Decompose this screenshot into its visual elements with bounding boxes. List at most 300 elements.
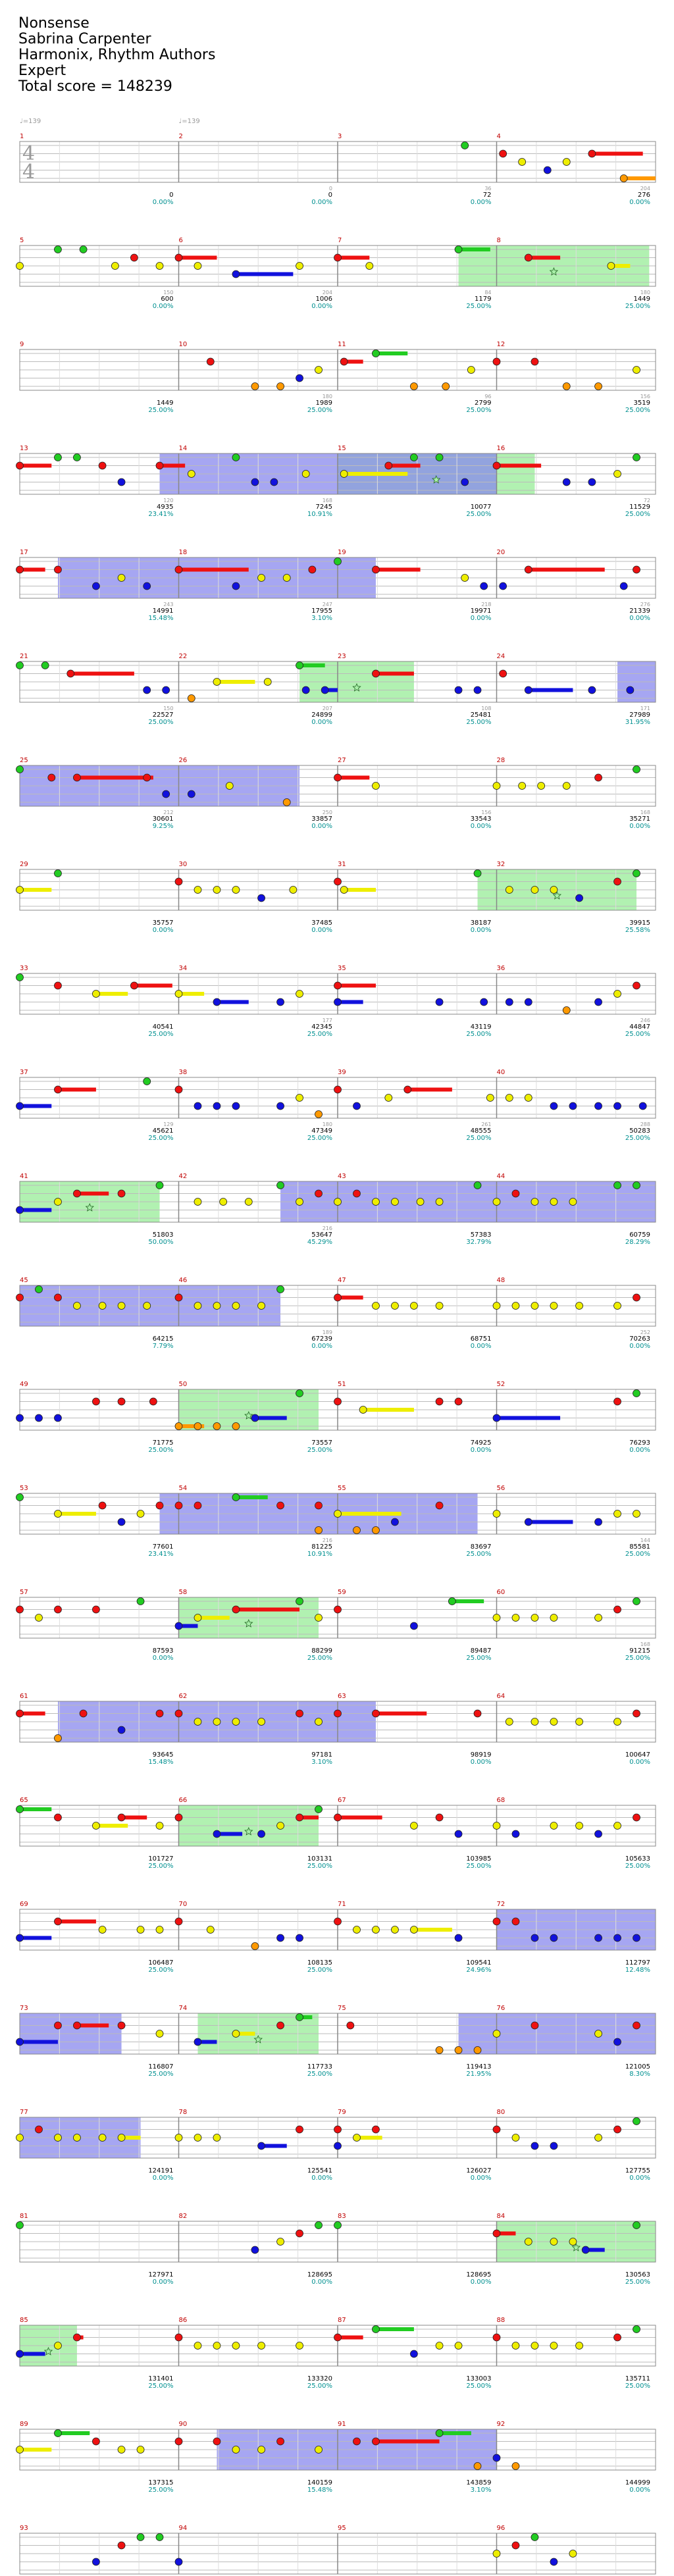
- yellow-note: [194, 263, 201, 270]
- red-note: [334, 1606, 342, 1613]
- yellow-note: [175, 991, 182, 998]
- yellow-note: [550, 2342, 557, 2350]
- bar-number: 59: [338, 1589, 346, 1596]
- bar-number: 49: [20, 1381, 28, 1388]
- beat-count: 180: [322, 1121, 332, 1127]
- blue-note: [480, 998, 488, 1006]
- blue-note: [92, 582, 99, 590]
- blue-note: [16, 1414, 24, 1422]
- bar-number: 43: [338, 1173, 346, 1180]
- red-note: [80, 1710, 87, 1717]
- yellow-note: [633, 367, 640, 374]
- yellow-note: [493, 1198, 500, 1206]
- green-note: [633, 2326, 640, 2333]
- bar-percent: 25.00%: [307, 2071, 332, 2078]
- beat-count: 250: [322, 810, 332, 815]
- red-note: [175, 1814, 182, 1821]
- bar-number: 50: [178, 1381, 188, 1388]
- orange-note: [563, 1007, 570, 1014]
- chart-row: [16, 2317, 656, 2390]
- tempo-mark: ♩=139: [20, 118, 41, 125]
- beat-count: 156: [481, 810, 492, 815]
- blue-note: [16, 1102, 24, 1110]
- blue-note: [576, 894, 583, 902]
- charter-name: Harmonix, Rhythm Authors: [18, 47, 216, 63]
- red-note: [334, 2126, 342, 2133]
- bar-number: 10: [178, 341, 188, 348]
- bar-score: 7245: [315, 503, 332, 511]
- red-note: [315, 1502, 323, 1509]
- yellow-note: [54, 2134, 61, 2142]
- bar-score: 4935: [157, 503, 174, 511]
- blue-note: [163, 686, 170, 694]
- blue-note: [588, 478, 596, 486]
- bar-score: 33857: [311, 815, 332, 823]
- yellow-note: [213, 1302, 220, 1310]
- bar-score: 89487: [470, 1647, 492, 1655]
- bar-percent: 15.48%: [148, 615, 174, 622]
- yellow-note: [372, 1198, 379, 1206]
- bar-percent: 25.00%: [625, 1031, 650, 1038]
- blue-note: [614, 1934, 621, 1942]
- bar-percent: 10.91%: [307, 511, 332, 518]
- red-note: [73, 2334, 80, 2341]
- green-note: [296, 1598, 303, 1605]
- beat-count: 168: [640, 1641, 650, 1647]
- bar-percent: 25.00%: [148, 719, 174, 726]
- green-note: [16, 1806, 24, 1813]
- bar-score: 88299: [311, 1647, 332, 1655]
- bar-score: 103131: [307, 1855, 332, 1863]
- bar-percent: 25.00%: [307, 1031, 332, 1038]
- bar-number: 85: [20, 2317, 28, 2324]
- bar-number: 34: [178, 965, 188, 972]
- chart-row: [16, 965, 656, 1038]
- bar-score: 22527: [152, 711, 174, 719]
- bar-score: 127755: [625, 2167, 650, 2175]
- bar-percent: 25.00%: [466, 1863, 492, 1870]
- orange-note: [442, 383, 450, 390]
- blue-note: [620, 582, 627, 590]
- bar-number: 18: [178, 549, 188, 556]
- red-note: [118, 1398, 125, 1405]
- bar-score: 77601: [152, 1543, 174, 1551]
- orange-note: [54, 1735, 61, 1742]
- bar-percent: 25.00%: [148, 407, 174, 414]
- bar-number: 63: [338, 1693, 346, 1700]
- red-note: [175, 254, 182, 261]
- beat-count: 144: [640, 1537, 650, 1543]
- red-note: [633, 566, 640, 573]
- yellow-note: [506, 1095, 513, 1102]
- bar-score: 40541: [152, 1023, 174, 1031]
- yellow-note: [506, 1718, 513, 1726]
- bar-percent: 25.00%: [466, 1655, 492, 1662]
- yellow-note: [334, 1198, 342, 1206]
- beat-count: 72: [643, 498, 650, 503]
- yellow-note: [137, 1510, 144, 1518]
- bar-number: 69: [20, 1901, 28, 1908]
- bar-percent: 25.00%: [625, 1135, 650, 1142]
- bar-percent: 0.00%: [629, 1447, 650, 1454]
- bar-percent: 25.58%: [625, 927, 650, 934]
- yellow-note: [576, 2342, 583, 2350]
- yellow-note: [232, 1718, 240, 1726]
- yellow-note: [296, 2342, 303, 2350]
- yellow-note: [258, 575, 265, 582]
- yellow-note: [213, 2134, 220, 2142]
- bar-percent: 45.29%: [307, 1239, 332, 1246]
- red-note: [296, 2126, 303, 2133]
- bar-percent: 0.00%: [470, 1759, 492, 1766]
- bar-percent: 0.00%: [629, 2175, 650, 2182]
- bar-percent: 0.00%: [311, 2279, 332, 2286]
- bar-score: 50283: [629, 1127, 650, 1135]
- bar-percent: 0.00%: [470, 823, 492, 830]
- red-note: [207, 358, 214, 365]
- bar-percent: 25.00%: [466, 1135, 492, 1142]
- bar-number: 72: [496, 1901, 506, 1908]
- orange-note: [315, 1527, 323, 1534]
- red-note: [595, 774, 602, 781]
- blue-note: [455, 1830, 462, 1838]
- yellow-note: [366, 263, 373, 270]
- bar-number: 37: [20, 1069, 28, 1076]
- chart-row: [16, 445, 656, 518]
- blue-note: [455, 1934, 462, 1942]
- green-note: [143, 1078, 151, 1085]
- yellow-note: [436, 1198, 443, 1206]
- bar-percent: 25.00%: [625, 303, 650, 310]
- beat-count: 189: [322, 1329, 332, 1335]
- blue-note: [595, 998, 602, 1006]
- bar-number: 4: [496, 133, 501, 140]
- red-note: [54, 982, 61, 989]
- bar-number: 67: [338, 1797, 346, 1804]
- yellow-note: [194, 1198, 201, 1206]
- red-note: [309, 566, 316, 573]
- red-note: [531, 358, 538, 365]
- red-note: [334, 1918, 342, 1925]
- bar-number: 78: [178, 2109, 188, 2116]
- blue-note: [595, 1518, 602, 1526]
- bar-number: 25: [20, 757, 28, 764]
- red-note: [525, 254, 532, 261]
- bar-score: 76293: [629, 1439, 650, 1447]
- yellow-note: [550, 1302, 557, 1310]
- blue-note: [296, 374, 303, 382]
- bar-score: 600: [161, 296, 174, 303]
- bar-number: 75: [338, 2005, 346, 2012]
- red-note: [588, 150, 596, 157]
- bar-percent: 25.00%: [148, 1967, 174, 1974]
- bar-percent: 0.00%: [470, 1447, 492, 1454]
- chart-header: [18, 15, 215, 95]
- bar-percent: 0.00%: [311, 199, 332, 206]
- blue-note: [143, 582, 151, 590]
- yellow-note: [194, 1302, 201, 1310]
- orange-note: [620, 175, 627, 182]
- blue-note: [455, 686, 462, 694]
- green-note: [156, 2534, 163, 2541]
- bar-score: 35757: [152, 919, 174, 927]
- bar-number: 47: [338, 1277, 346, 1284]
- beat-count: 216: [322, 1225, 332, 1231]
- red-note: [493, 2230, 500, 2237]
- red-note: [500, 670, 507, 677]
- bar-percent: 3.10%: [470, 2486, 492, 2494]
- bar-number: 20: [496, 549, 506, 556]
- yellow-note: [525, 2238, 532, 2246]
- red-note: [277, 2438, 284, 2445]
- yellow-note: [315, 2446, 323, 2454]
- bar-number: 19: [338, 549, 346, 556]
- bar-score: 126027: [466, 2167, 492, 2175]
- yellow-note: [232, 2446, 240, 2454]
- yellow-note: [531, 2342, 538, 2350]
- bar-number: 60: [496, 1589, 506, 1596]
- red-note: [614, 2126, 621, 2133]
- blue-note: [213, 1830, 220, 1838]
- yellow-note: [99, 2134, 106, 2142]
- red-note: [175, 878, 182, 885]
- bar-number: 15: [338, 445, 346, 452]
- orange-note: [175, 1423, 182, 1430]
- yellow-note: [156, 263, 163, 270]
- red-note: [334, 1086, 342, 1093]
- bar-score: 131401: [148, 2375, 174, 2383]
- bar-number: 2: [178, 133, 183, 140]
- blue-note: [258, 1830, 265, 1838]
- yellow-note: [258, 2446, 265, 2454]
- blue-note: [251, 478, 259, 486]
- bar-percent: 25.00%: [148, 2383, 174, 2390]
- blue-note: [54, 1414, 61, 1422]
- red-note: [372, 670, 379, 677]
- bar-number: 65: [20, 1797, 28, 1804]
- green-note: [16, 974, 24, 981]
- bar-number: 24: [496, 653, 506, 660]
- red-note: [614, 1606, 621, 1613]
- yellow-note: [461, 575, 469, 582]
- red-note: [334, 1294, 342, 1301]
- green-note: [296, 1390, 303, 1397]
- chart-row: [16, 1797, 656, 1870]
- red-note: [16, 1710, 24, 1717]
- yellow-note: [99, 1302, 106, 1310]
- yellow-note: [372, 1302, 379, 1310]
- bar-number: 30: [178, 861, 188, 868]
- beat-count: 243: [163, 602, 174, 607]
- blue-note: [582, 2246, 589, 2254]
- green-note: [41, 662, 49, 669]
- blue-note: [480, 582, 488, 590]
- yellow-note: [137, 2446, 144, 2454]
- blue-note: [391, 1518, 398, 1526]
- red-note: [130, 982, 138, 989]
- blue-note: [258, 2142, 265, 2150]
- red-note: [493, 462, 500, 469]
- bar-score: 81225: [311, 1543, 332, 1551]
- bar-percent: 25.00%: [466, 303, 492, 310]
- beat-count: 216: [322, 1537, 332, 1543]
- orange-note: [353, 1527, 360, 1534]
- blue-note: [16, 2350, 24, 2357]
- blue-note: [213, 1102, 220, 1110]
- yellow-note: [296, 991, 303, 998]
- green-note: [16, 2222, 24, 2229]
- yellow-note: [194, 2342, 201, 2350]
- bar-score: 1989: [315, 399, 332, 407]
- yellow-note: [92, 991, 99, 998]
- yellow-note: [436, 2342, 443, 2350]
- blue-note: [500, 582, 507, 590]
- bar-number: 1: [20, 133, 24, 140]
- red-note: [436, 1398, 443, 1405]
- blue-note: [118, 1726, 125, 1734]
- bar-number: 81: [20, 2213, 28, 2220]
- green-note: [614, 1182, 621, 1189]
- tempo-mark: ♩=139: [178, 118, 200, 125]
- green-note: [54, 454, 61, 461]
- yellow-note: [258, 2342, 265, 2350]
- bar-percent: 0.00%: [152, 1655, 174, 1662]
- green-note: [16, 662, 24, 669]
- blue-note: [550, 1934, 557, 1942]
- bar-score: 137315: [148, 2479, 174, 2486]
- red-note: [296, 1814, 303, 1821]
- yellow-note: [372, 783, 379, 790]
- blue-note: [614, 2038, 621, 2046]
- orange-note: [563, 383, 570, 390]
- yellow-note: [506, 887, 513, 894]
- yellow-note: [493, 1822, 500, 1830]
- bar-number: 94: [178, 2525, 188, 2532]
- bar-score: 130563: [625, 2271, 650, 2279]
- green-note: [54, 870, 61, 877]
- blue-note: [531, 2142, 538, 2150]
- bar-score: 276: [637, 192, 650, 199]
- bar-percent: 32.79%: [466, 1239, 492, 1246]
- yellow-note: [614, 1302, 621, 1310]
- blue-note: [334, 2142, 342, 2150]
- bar-percent: 25.00%: [625, 2383, 650, 2390]
- bar-number: 39: [338, 1069, 346, 1076]
- yellow-note: [410, 1822, 417, 1830]
- blue-note: [143, 686, 151, 694]
- green-note: [277, 1286, 284, 1293]
- beat-count: 36: [484, 186, 492, 192]
- bar-percent: 0.00%: [311, 1343, 332, 1350]
- bar-percent: 0.00%: [629, 2486, 650, 2494]
- yellow-note: [595, 2134, 602, 2142]
- beat-count: 180: [640, 290, 650, 296]
- green-note: [35, 1286, 42, 1293]
- beat-count: 171: [640, 706, 650, 711]
- green-note: [436, 454, 443, 461]
- red-note: [474, 1710, 481, 1717]
- yellow-note: [143, 1302, 151, 1310]
- blue-note: [588, 686, 596, 694]
- yellow-note: [340, 471, 348, 478]
- bar-score: 119413: [466, 2063, 492, 2071]
- bar-score: 3519: [633, 399, 650, 407]
- blue-note: [92, 2558, 99, 2565]
- red-note: [334, 982, 342, 989]
- yellow-note: [531, 1198, 538, 1206]
- yellow-note: [290, 887, 297, 894]
- bar-number: 64: [496, 1693, 506, 1700]
- red-note: [531, 2022, 538, 2029]
- yellow-note: [417, 1198, 424, 1206]
- bar-score: 14991: [152, 607, 174, 615]
- green-note: [474, 1182, 481, 1189]
- bar-number: 17: [20, 549, 28, 556]
- bar-score: 47349: [311, 1127, 332, 1135]
- chart-row: [16, 1485, 656, 1558]
- yellow-note: [391, 1302, 398, 1310]
- chart-row: [16, 1277, 656, 1350]
- bar-number: 84: [496, 2213, 506, 2220]
- blue-note: [16, 2038, 24, 2046]
- green-note: [633, 2118, 640, 2125]
- beat-count: 252: [640, 1329, 650, 1335]
- green-note: [156, 1182, 163, 1189]
- bar-percent: 25.00%: [307, 2383, 332, 2390]
- red-note: [525, 566, 532, 573]
- bar-percent: 0.00%: [470, 199, 492, 206]
- yellow-note: [137, 1926, 144, 1934]
- green-note: [633, 1390, 640, 1397]
- beat-count: 246: [640, 1018, 650, 1023]
- yellow-note: [550, 2238, 557, 2246]
- bar-score: 124191: [148, 2167, 174, 2175]
- green-note: [232, 1494, 240, 1501]
- green-note: [54, 2430, 61, 2437]
- red-note: [334, 254, 342, 261]
- bar-score: 1179: [475, 296, 492, 303]
- bar-number: 35: [338, 965, 346, 972]
- yellow-note: [99, 1926, 106, 1934]
- beat-count: 84: [484, 290, 492, 296]
- red-note: [175, 1086, 182, 1093]
- bar-score: 128695: [307, 2271, 332, 2279]
- red-note: [54, 1918, 61, 1925]
- yellow-note: [73, 1302, 80, 1310]
- chart-row: [20, 341, 656, 414]
- blue-note: [633, 1934, 640, 1942]
- bar-number: 7: [338, 237, 342, 244]
- bar-percent: 3.10%: [311, 1759, 332, 1766]
- bar-score: 116807: [148, 2063, 174, 2071]
- bar-score: 74925: [470, 1439, 492, 1447]
- bar-number: 27: [338, 757, 346, 764]
- blue-note: [614, 1102, 621, 1110]
- bar-score: 60759: [629, 1231, 650, 1239]
- bar-percent: 9.25%: [152, 823, 174, 830]
- orange-note: [232, 1423, 240, 1430]
- yellow-note: [614, 1718, 621, 1726]
- bar-percent: 0.00%: [311, 2175, 332, 2182]
- yellow-note: [54, 2342, 61, 2350]
- green-note: [455, 246, 462, 253]
- yellow-note: [258, 1718, 265, 1726]
- chart-row: [16, 1173, 656, 1246]
- bar-number: 9: [20, 341, 24, 348]
- chart-row: [16, 1589, 656, 1662]
- yellow-note: [455, 2342, 462, 2350]
- yellow-note: [194, 2134, 201, 2142]
